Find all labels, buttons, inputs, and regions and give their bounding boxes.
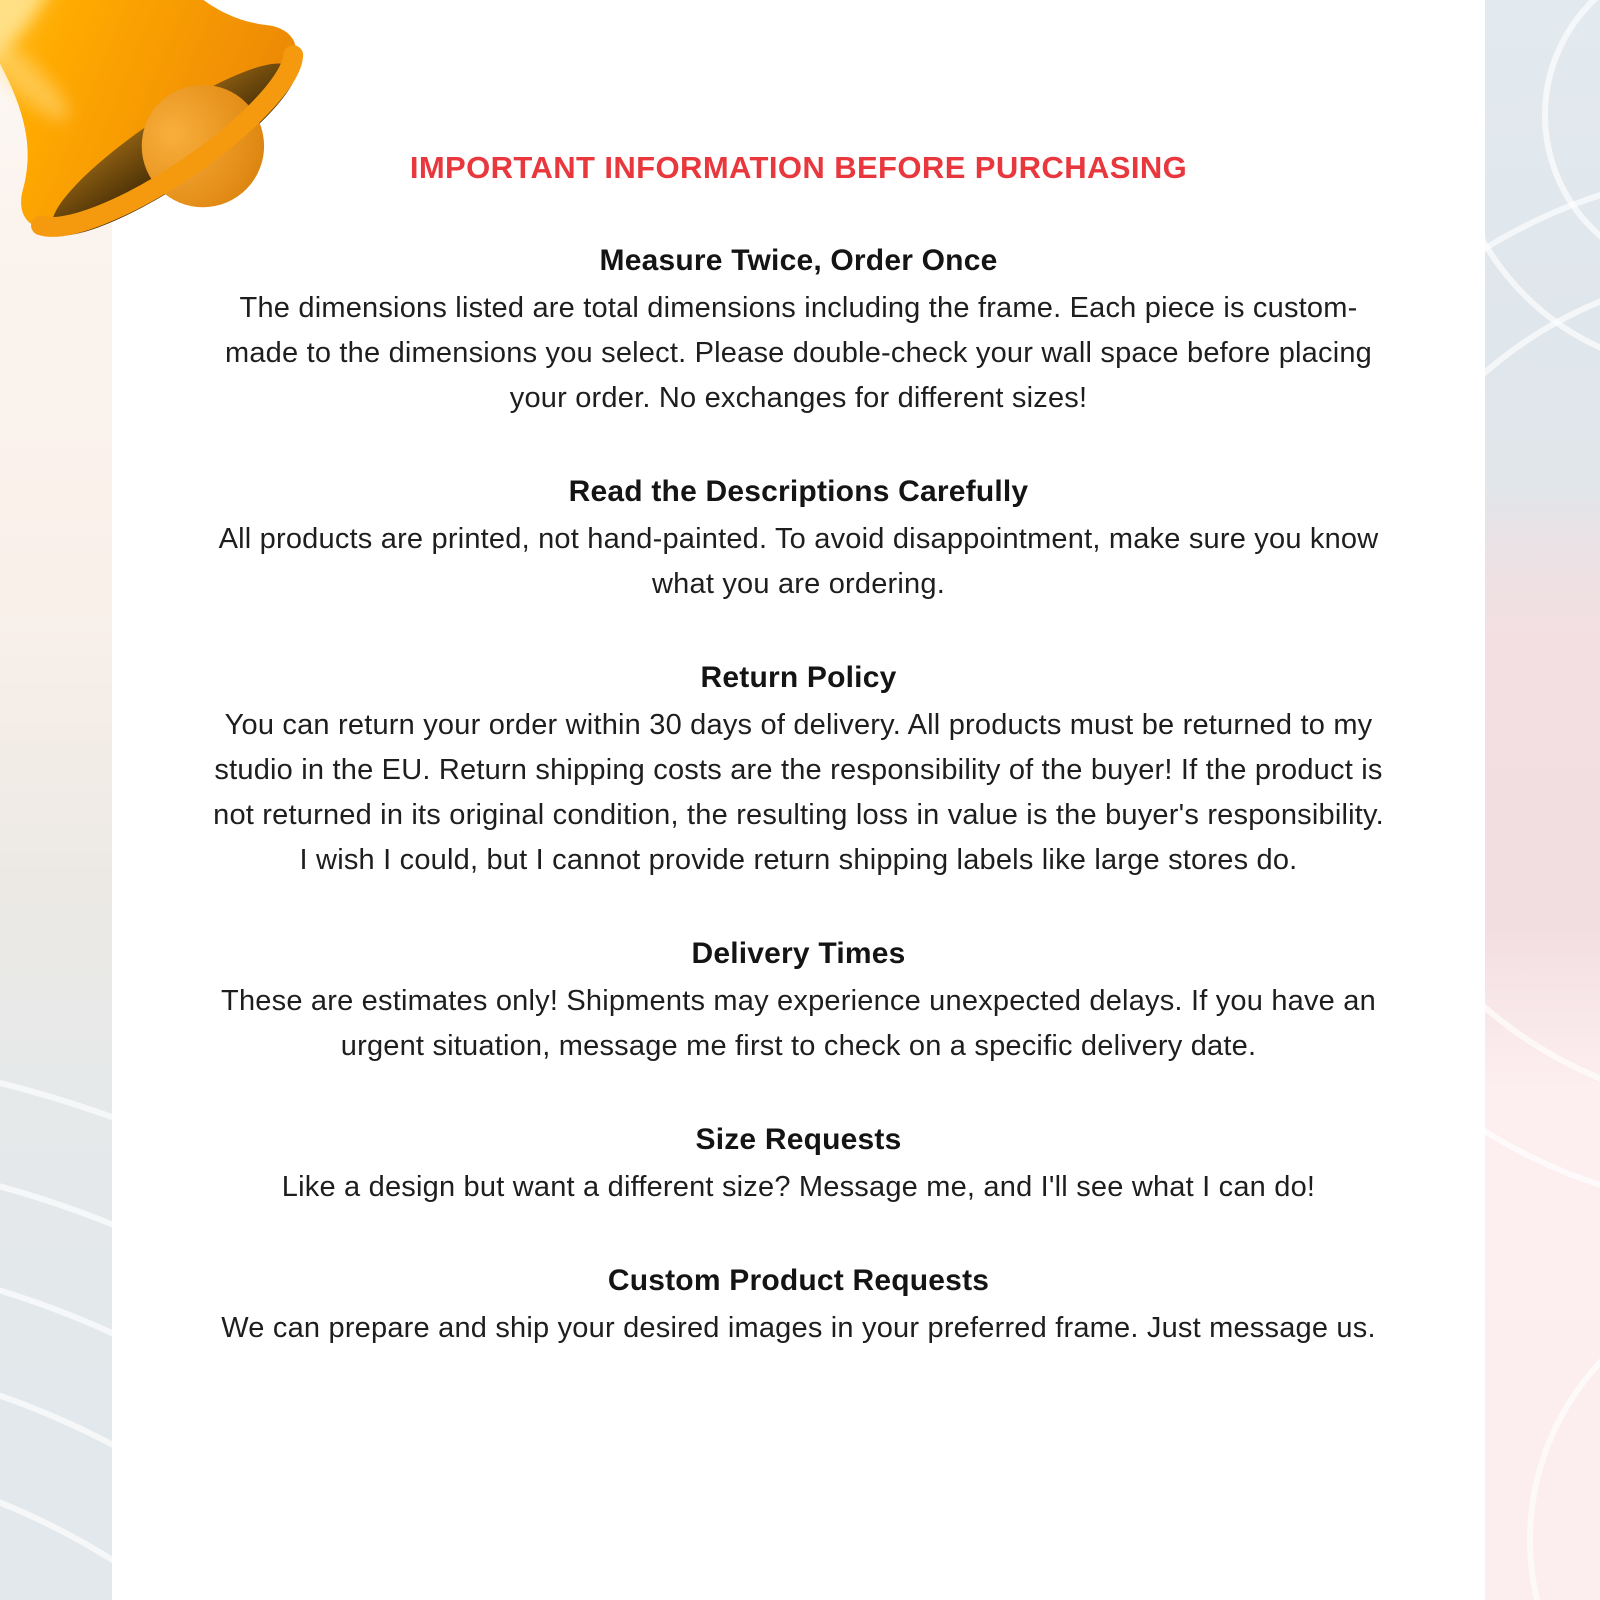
info-section xyxy=(182,937,1415,1069)
info-section xyxy=(182,661,1415,883)
section-body: You can return your order within 30 days of delivery. All products must be returned to my studio in the EU. Return shipping costs are the responsibility of the buyer! If the product is not returned in its original condition, the resulting loss in value is the buyer's responsibility. I wish I could, but I cannot provide return shipping labels like large stores do. xyxy=(213,709,1384,876)
info-section xyxy=(182,1123,1415,1210)
info-section xyxy=(182,1264,1415,1351)
section-body: These are estimates only! Shipments may experience unexpected delays. If you have an urgent situation, message me first to check on a specific delivery date. xyxy=(221,985,1376,1062)
section-body: Like a design but want a different size? Message me, and I'll see what I can do! xyxy=(281,1171,1316,1203)
section-body: All products are printed, not hand-painted. To avoid disappointment, make sure you know what you are ordering. xyxy=(218,523,1379,600)
section-heading: Measure Twice, Order Once xyxy=(599,244,998,277)
section-heading: Size Requests xyxy=(695,1123,902,1156)
section-heading: Read the Descriptions Carefully xyxy=(568,475,1029,508)
page-title: IMPORTANT INFORMATION BEFORE PURCHASING xyxy=(409,150,1188,185)
section-heading: Delivery Times xyxy=(691,937,906,970)
content-panel xyxy=(112,0,1485,1600)
info-section xyxy=(182,244,1415,421)
info-sections xyxy=(182,244,1415,1351)
info-section xyxy=(182,475,1415,607)
section-body: We can prepare and ship your desired images in your preferred frame. Just message us. xyxy=(221,1312,1376,1344)
section-body: The dimensions listed are total dimensions including the frame. Each piece is custom-made to the dimensions you select. Please double-check your wall space before placing your order. No exchanges for different sizes! xyxy=(224,292,1373,414)
section-heading: Custom Product Requests xyxy=(607,1264,990,1297)
section-heading: Return Policy xyxy=(700,661,897,694)
